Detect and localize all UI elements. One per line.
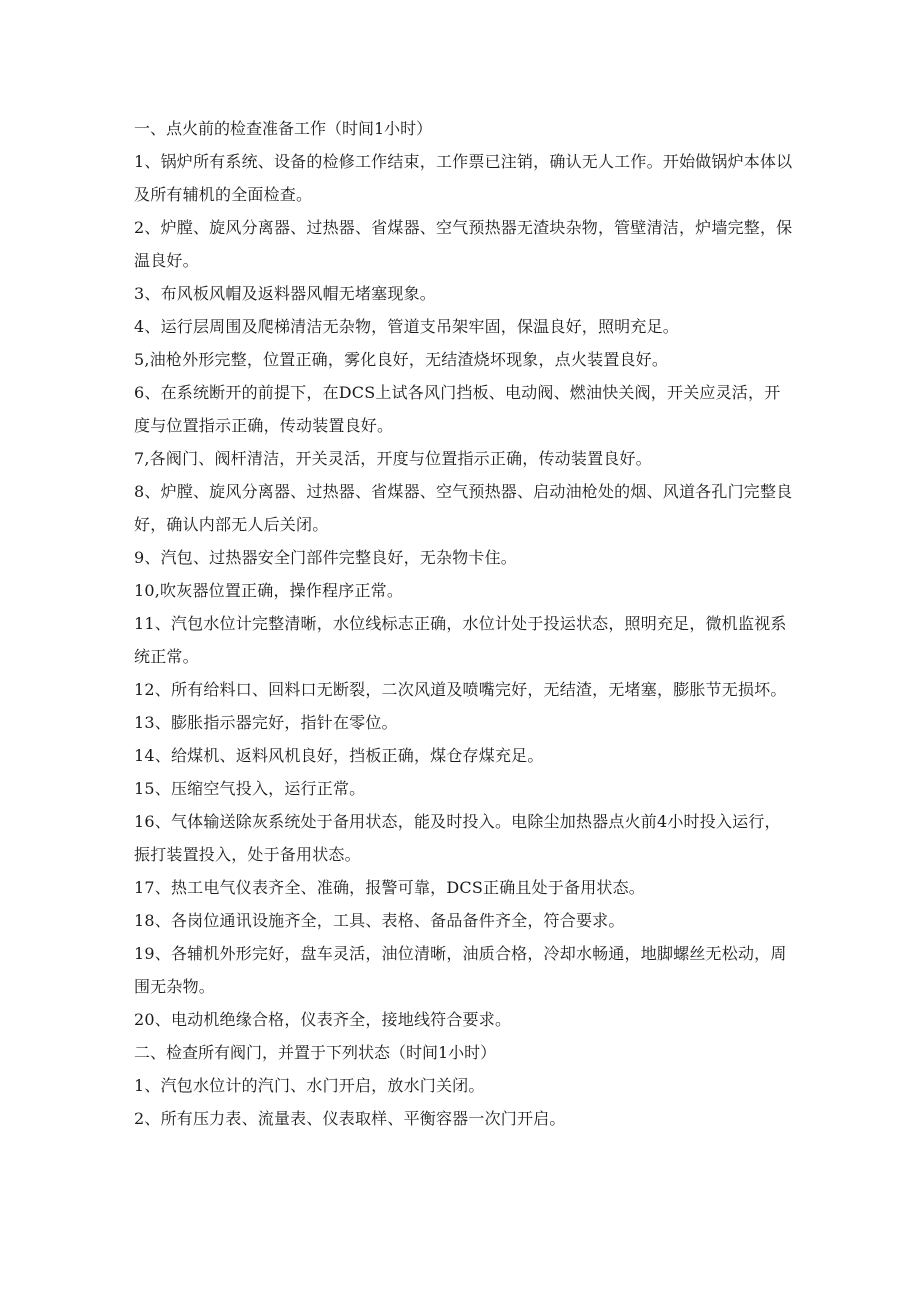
list-item: 20、电动机绝缘合格，仪表齐全，接地线符合要求。 [134,1010,512,1029]
list-item: 5,油枪外形完整，位置正确，雾化良好，无结渣烧坏现象，点火装置良好。 [134,350,669,369]
list-item: 2、所有压力表、流量表、仪表取样、平衡容器一次门开启。 [134,1109,566,1128]
list-item: 18、各岗位通讯设施齐全，工具、表格、备品备件齐全，符合要求。 [134,911,625,930]
list-item: 2、炉膛、旋风分离器、过热器、省煤器、空气预热器无渣块杂物，管壁清洁，炉墙完整，保温良好。 [134,218,793,270]
list-item: 12、所有给料口、回料口无断裂，二次风道及喷嘴完好，无结渣，无堵塞，膨胀节无损坏。 [134,680,787,699]
section-1 [134,112,794,1036]
list-item: 3、布风板风帽及返料器风帽无堵塞现象。 [134,284,436,303]
document-page [134,112,794,1135]
list-item: 1、锅炉所有系统、设备的检修工作结束，工作票已注销，确认无人工作。开始做锅炉本体以及所有辅机的全面检查。 [134,152,793,204]
list-item: 4、运行层周围及爬梯清洁无杂物，管道支吊架牢固，保温良好，照明充足。 [134,317,679,336]
list-item: 11、汽包水位计完整清晰，水位线标志正确，水位计处于投运状态，照明充足，微机监视系统正常。 [134,614,787,666]
list-item: 8、炉膛、旋风分离器、过热器、省煤器、空气预热器、启动油枪处的烟、风道各孔门完整良好，确认内部无人后关闭。 [134,482,793,534]
list-item: 6、在系统断开的前提下，在DCS上试各风门挡板、电动阀、燃油快关阀，开关应灵活，开度与位置指示正确，传动装置良好。 [134,383,781,435]
section-heading: 二、检查所有阀门，并置于下列状态（时间1小时） [134,1043,497,1062]
list-item: 16、气体输送除灰系统处于备用状态，能及时投入。电除尘加热器点火前4小时投入运行，振打装置投入，处于备用状态。 [134,812,781,864]
list-item: 13、膨胀指示器完好，指针在零位。 [134,713,398,732]
section-2 [134,1036,794,1135]
list-item: 1、汽包水位计的汽门、水门开启，放水门关闭。 [134,1076,485,1095]
list-item: 10,吹灰器位置正确，操作程序正常。 [134,581,404,600]
list-item: 19、各辅机外形完好，盘车灵活，油位清晰，油质合格，冷却水畅通，地脚螺丝无松动，周围无杂物。 [134,944,787,996]
list-item: 14、给煤机、返料风机良好，挡板正确，煤仓存煤充足。 [134,746,544,765]
section-heading: 一、点火前的检查准备工作（时间1小时） [134,119,433,138]
list-item: 9、汽包、过热器安全门部件完整良好，无杂物卡住。 [134,548,517,567]
list-item: 7,各阀门、阀杆清洁，开关灵活，开度与位置指示正确，传动装置良好。 [134,449,652,468]
list-item: 17、热工电气仪表齐全、准确，报警可靠，DCS正确且处于备用状态。 [134,878,645,897]
list-item: 15、压缩空气投入，运行正常。 [134,779,366,798]
